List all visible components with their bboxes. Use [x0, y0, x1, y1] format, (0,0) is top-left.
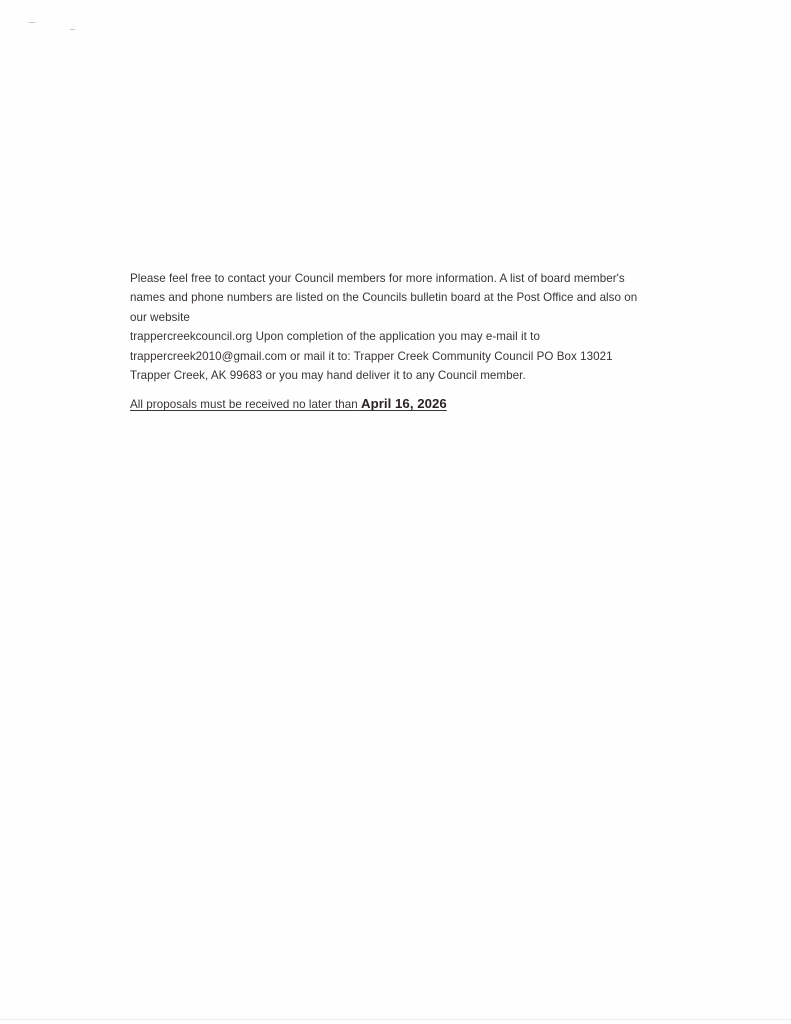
scan-mark — [29, 22, 35, 23]
deadline-date: April 16, 2026 — [361, 396, 447, 412]
paragraph-line: Please feel free to contact your Council members for more information. A list of board member's — [130, 272, 625, 285]
document-body — [130, 269, 670, 415]
scan-mark — [70, 29, 75, 30]
contact-paragraph — [130, 269, 670, 385]
page-bottom-edge — [0, 1019, 791, 1020]
deadline-text: All proposals must be received no later than — [130, 398, 358, 412]
paragraph-line: trappercreek2010@gmail.com or mail it to: Trapper Creek Community Council PO Box 13021 — [130, 349, 613, 363]
deadline-notice — [130, 394, 447, 414]
paragraph-line: our website — [130, 310, 190, 324]
paragraph-line: names and phone numbers are listed on the Councils bulletin board at the Post Office and also on — [130, 291, 638, 305]
paragraph-line: Trapper Creek, AK 99683 or you may hand deliver it to any Council member. — [130, 369, 526, 383]
paragraph-line: trappercreekcouncil.org Upon completion of the application you may e-mail it to — [130, 330, 540, 344]
